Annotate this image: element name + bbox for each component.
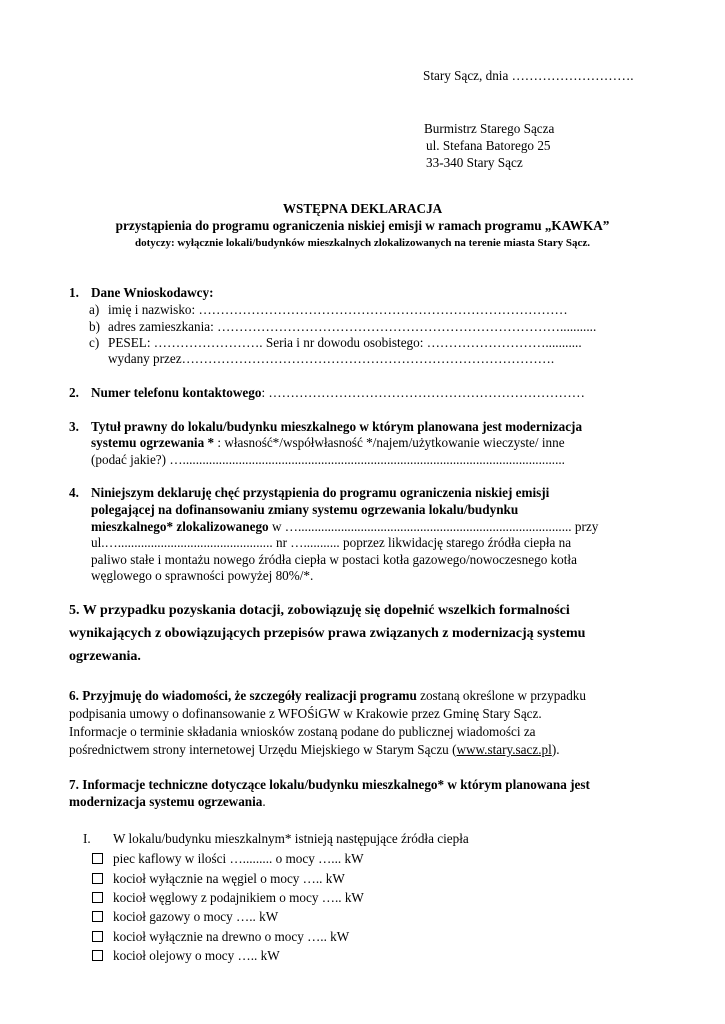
municipal-website-link[interactable]: www.stary.sacz.pl <box>456 742 552 757</box>
checkbox[interactable] <box>92 950 103 961</box>
place-date: Stary Sącz, dnia ………………………. <box>423 68 634 83</box>
document-title: WSTĘPNA DEKLARACJA <box>282 201 443 216</box>
recipient-name: Burmistrz Starego Sącza <box>424 121 555 136</box>
section-7-line-2: modernizacja systemu ogrzewania. <box>69 794 266 809</box>
source-option-oil-boiler[interactable]: kocioł olejowy o mocy ….. kW <box>92 948 280 965</box>
source-option-coal-boiler[interactable]: kocioł wyłącznie na węgiel o mocy ….. kW <box>92 871 345 888</box>
checkbox[interactable] <box>92 911 103 922</box>
source-option-coal-feeder-boiler[interactable]: kocioł węglowy z podajnikiem o mocy ….. kW <box>92 890 364 907</box>
section-4-line-5: paliwo stałe i montażu nowego źródła ciepła w postaci kotła gazowego/nowoczesnego kotła <box>91 552 577 567</box>
section-6-line-4: pośrednictwem strony internetowej Urzędu Miejskiego w Starym Sączu (www.stary.sacz.pl). <box>69 742 560 757</box>
section-4-line-1: Niniejszym deklaruję chęć przystąpienia do programu ograniczenia niskiej emisji <box>91 485 550 500</box>
section-7-line-1: 7. Informacje techniczne dotyczące lokalu/budynku mieszkalnego* w którym planowana jest <box>69 777 590 792</box>
section-4-line-3: mieszkalnego* zlokalizowanego w …................................................................................... przy <box>91 519 599 534</box>
section-3-heading: 3. Tytuł prawny do lokalu/budynku mieszkalnego w którym planowana jest modernizacja <box>69 419 583 434</box>
sources-heading: W lokalu/budynku mieszkalnym* istnieją następujące źródła ciepła <box>113 831 469 846</box>
section-2-phone: 2. Numer telefonu kontaktowego: ……………………………………………………………… <box>69 385 585 400</box>
section-4-number: 4. <box>69 485 79 500</box>
field-full-name: a) imię i nazwisko: ………………………………………………………………………… <box>89 302 568 317</box>
field-address: b) adres zamieszkania: ……………………………………………………………………........... <box>89 319 597 334</box>
section-4-line-2: polegającej na dofinansowaniu zmiany systemu ogrzewania lokalu/budynku <box>91 502 519 517</box>
section-4-line-4: ul.…............................................... nr …........... poprzez likwidację starego źródła ciepła na <box>91 535 572 550</box>
source-option-tile-stove[interactable]: piec kaflowy w ilości …......... o mocy …... kW <box>92 851 364 868</box>
recipient-city: 33-340 Stary Sącz <box>426 155 523 170</box>
section-5-line-1: 5. W przypadku pozyskania dotacji, zobowiązuję się dopełnić wszelkich formalności <box>69 603 570 618</box>
section-3-other: (podać jakie?) ….................................................................................................................... <box>91 452 565 467</box>
checkbox[interactable] <box>92 873 103 884</box>
section-6-line-1: 6. Przyjmuję do wiadomości, że szczegóły realizacji programu zostaną określone w przypadku <box>69 688 586 703</box>
source-option-wood-boiler[interactable]: kocioł wyłącznie na drewno o mocy ….. kW <box>92 929 349 946</box>
document-scope: dotyczy: wyłącznie lokali/budynków mieszkalnych zlokalizowanych na terenie miasta Stary Sącz. <box>134 237 591 249</box>
section-5-line-2: wynikających z obowiązujących przepisów prawa związanych z modernizacją systemu <box>69 626 586 641</box>
section-5-line-3: ogrzewania. <box>69 649 141 664</box>
checkbox[interactable] <box>92 892 103 903</box>
section-6-line-2: podpisania umowy o dofinansowanie z WFOŚiGW w Krakowie przez Gminę Stary Sącz. <box>69 706 542 721</box>
checkbox[interactable] <box>92 931 103 942</box>
document-subtitle: przystąpienia do programu ograniczenia niskiej emisji w ramach programu „KAWKA” <box>115 218 610 233</box>
field-pesel: c) PESEL: ……………………. Seria i nr dowodu osobistego: ………………………........... <box>89 335 582 350</box>
checkbox[interactable] <box>92 853 103 864</box>
source-option-gas-boiler[interactable]: kocioł gazowy o mocy ….. kW <box>92 909 278 926</box>
section-6-line-3: Informacje o terminie składania wniosków zostaną podane do publicznej wiadomości za <box>69 724 536 739</box>
field-issued-by: wydany przez…………………………………………………………………………. <box>108 351 555 366</box>
section-3-ownership: systemu ogrzewania * : własność*/współwłasność */najem/użytkowanie wieczyste/ inne <box>91 435 565 450</box>
recipient-street: ul. Stefana Batorego 25 <box>426 138 551 153</box>
sources-roman-numeral: I. <box>83 831 91 846</box>
section-1-heading: 1. Dane Wnioskodawcy: <box>69 285 214 300</box>
section-4-line-6: węglowego o sprawności powyżej 80%/*. <box>91 568 314 583</box>
